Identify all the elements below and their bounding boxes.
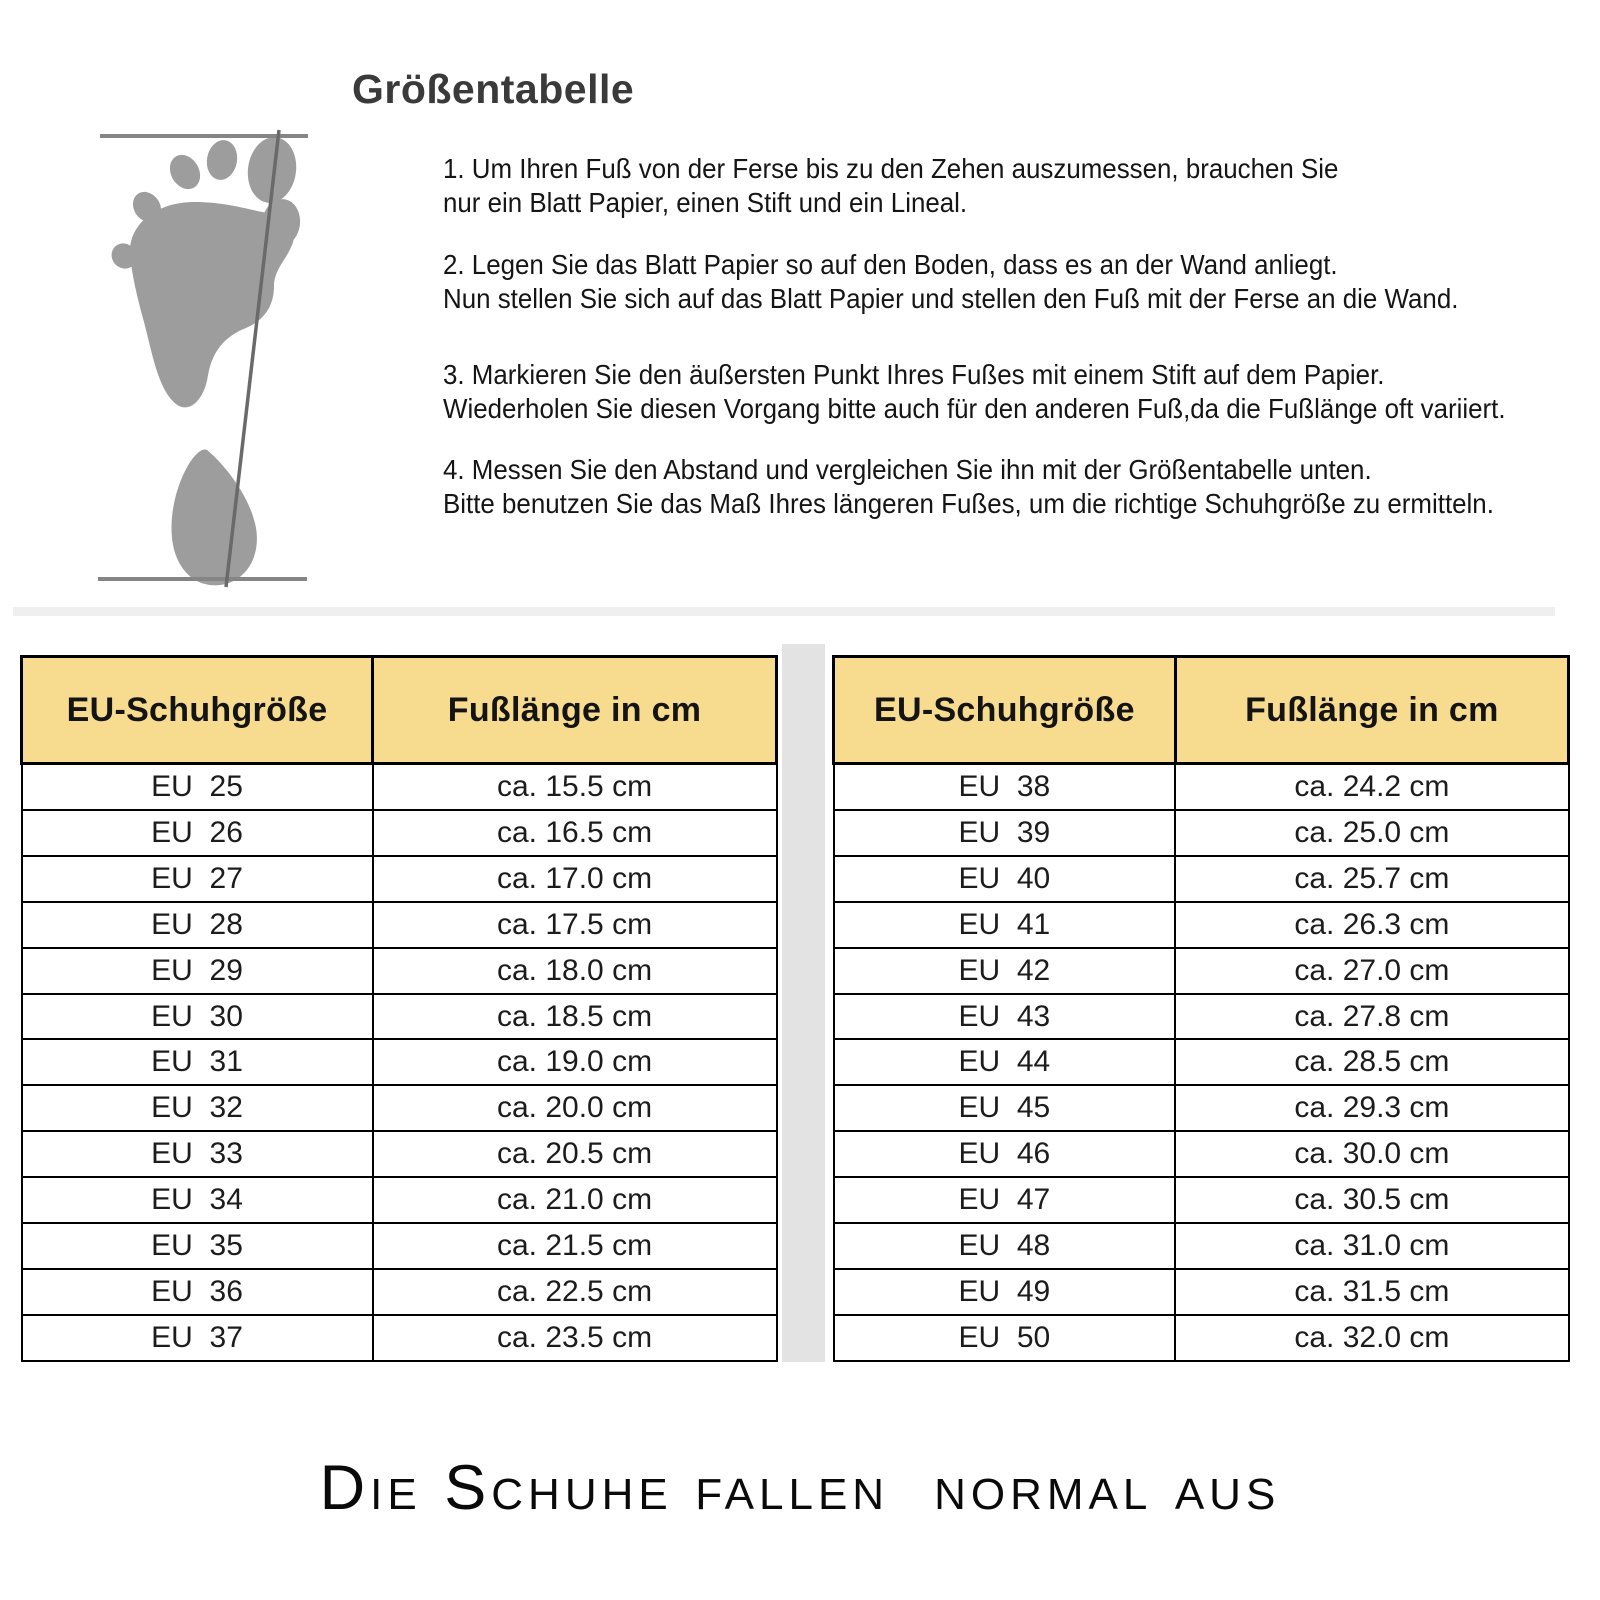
table-row — [834, 1223, 1569, 1269]
eu-size-cell: EU 48 — [834, 1223, 1176, 1269]
instruction-line: 2. Legen Sie das Blatt Papier so auf den Boden, dass es an der Wand anliegt. — [443, 249, 1338, 280]
table-row — [834, 810, 1569, 856]
foot-length-cell: ca. 26.3 cm — [1175, 902, 1568, 948]
instruction-step-4 — [443, 453, 1516, 521]
table-row — [22, 1131, 777, 1177]
foot-length-cell: ca. 29.3 cm — [1175, 1085, 1568, 1131]
foot-length-cell: ca. 24.2 cm — [1175, 764, 1568, 810]
foot-length-cell: ca. 23.5 cm — [373, 1315, 777, 1361]
foot-length-cell: ca. 20.5 cm — [373, 1131, 777, 1177]
eu-size-cell: EU 35 — [22, 1223, 373, 1269]
eu-size-cell: EU 36 — [22, 1269, 373, 1315]
table-row — [22, 902, 777, 948]
table-row — [834, 1315, 1569, 1361]
eu-size-cell: EU 34 — [22, 1177, 373, 1223]
eu-size-cell: EU 50 — [834, 1315, 1176, 1361]
foot-length-cell: ca. 21.5 cm — [373, 1223, 777, 1269]
foot-length-cell: ca. 31.0 cm — [1175, 1223, 1568, 1269]
column-header-eu-size: EU-Schuhgröße — [22, 657, 373, 764]
instruction-line: 1. Um Ihren Fuß von der Ferse bis zu den Zehen auszumessen, brauchen Sie — [443, 153, 1339, 184]
eu-size-cell: EU 26 — [22, 810, 373, 856]
table-row — [834, 764, 1569, 810]
foot-length-cell: ca. 21.0 cm — [373, 1177, 777, 1223]
foot-length-cell: ca. 30.0 cm — [1175, 1131, 1568, 1177]
foot-length-cell: ca. 17.0 cm — [373, 856, 777, 902]
eu-size-cell: EU 27 — [22, 856, 373, 902]
column-header-foot-length: Fußlänge in cm — [373, 657, 777, 764]
eu-size-cell: EU 28 — [22, 902, 373, 948]
instruction-line: Bitte benutzen Sie das Maß Ihres längeren Fußes, um die richtige Schuhgröße zu ermitteln. — [443, 488, 1494, 519]
table-row — [834, 994, 1569, 1040]
table-row — [22, 810, 777, 856]
table-row — [22, 1223, 777, 1269]
foot-length-cell: ca. 25.7 cm — [1175, 856, 1568, 902]
table-row — [22, 1315, 777, 1361]
eu-size-cell: EU 39 — [834, 810, 1176, 856]
table-row — [834, 1177, 1569, 1223]
foot-length-cell: ca. 31.5 cm — [1175, 1269, 1568, 1315]
eu-size-cell: EU 41 — [834, 902, 1176, 948]
table-row — [834, 902, 1569, 948]
eu-size-cell: EU 45 — [834, 1085, 1176, 1131]
instruction-step-1 — [443, 152, 1516, 220]
eu-size-cell: EU 43 — [834, 994, 1176, 1040]
table-row — [22, 994, 777, 1040]
instruction-line: 3. Markieren Sie den äußersten Punkt Ihres Fußes mit einem Stift auf dem Papier. — [443, 359, 1385, 390]
eu-size-cell: EU 44 — [834, 1039, 1176, 1085]
table-row — [22, 948, 777, 994]
table-row — [22, 1177, 777, 1223]
eu-size-cell: EU 38 — [834, 764, 1176, 810]
foot-length-cell: ca. 19.0 cm — [373, 1039, 777, 1085]
instruction-line: Wiederholen Sie diesen Vorgang bitte auch für den anderen Fuß,da die Fußlänge oft variiert. — [443, 393, 1506, 424]
eu-size-cell: EU 29 — [22, 948, 373, 994]
table-row — [22, 764, 777, 810]
eu-size-cell: EU 46 — [834, 1131, 1176, 1177]
table-row — [834, 1039, 1569, 1085]
table-row — [834, 1085, 1569, 1131]
size-table-left — [20, 655, 778, 1362]
eu-size-cell: EU 37 — [22, 1315, 373, 1361]
page-title: Größentabelle — [352, 66, 635, 112]
foot-length-cell: ca. 20.0 cm — [373, 1085, 777, 1131]
eu-size-cell: EU 47 — [834, 1177, 1176, 1223]
footprint-shape — [106, 134, 303, 585]
foot-length-cell: ca. 15.5 cm — [373, 764, 777, 810]
instruction-line: nur ein Blatt Papier, einen Stift und ein Lineal. — [443, 187, 968, 218]
foot-length-cell: ca. 32.0 cm — [1175, 1315, 1568, 1361]
eu-size-cell: EU 32 — [22, 1085, 373, 1131]
table-row — [834, 1269, 1569, 1315]
foot-length-cell: ca. 28.5 cm — [1175, 1039, 1568, 1085]
foot-length-cell: ca. 18.0 cm — [373, 948, 777, 994]
column-header-foot-length: Fußlänge in cm — [1175, 657, 1568, 764]
foot-length-cell: ca. 16.5 cm — [373, 810, 777, 856]
table-header-row — [22, 657, 777, 764]
table-row — [834, 856, 1569, 902]
eu-size-cell: EU 49 — [834, 1269, 1176, 1315]
table-row — [22, 1269, 777, 1315]
instruction-step-3 — [443, 358, 1516, 426]
table-gap-band — [782, 644, 825, 1362]
instruction-line: 4. Messen Sie den Abstand und vergleichen Sie ihn mit der Größentabelle unten. — [443, 454, 1372, 485]
column-header-eu-size: EU-Schuhgröße — [834, 657, 1176, 764]
table-header-row — [834, 657, 1569, 764]
size-table-right — [832, 655, 1570, 1362]
foot-length-cell: ca. 30.5 cm — [1175, 1177, 1568, 1223]
fit-note: Die Schuhe fallen normal aus — [319, 1453, 1281, 1523]
table-row — [22, 1085, 777, 1131]
footprint-icon — [60, 90, 380, 610]
foot-length-cell: ca. 18.5 cm — [373, 994, 777, 1040]
instruction-step-2 — [443, 248, 1516, 316]
instruction-line: Nun stellen Sie sich auf das Blatt Papier und stellen den Fuß mit der Ferse an die Wand. — [443, 283, 1459, 314]
foot-length-cell: ca. 25.0 cm — [1175, 810, 1568, 856]
foot-length-cell: ca. 17.5 cm — [373, 902, 777, 948]
table-row — [22, 1039, 777, 1085]
table-row — [22, 856, 777, 902]
foot-length-cell: ca. 27.0 cm — [1175, 948, 1568, 994]
table-row — [834, 1131, 1569, 1177]
eu-size-cell: EU 31 — [22, 1039, 373, 1085]
eu-size-cell: EU 30 — [22, 994, 373, 1040]
foot-length-cell: ca. 27.8 cm — [1175, 994, 1568, 1040]
eu-size-cell: EU 42 — [834, 948, 1176, 994]
eu-size-cell: EU 33 — [22, 1131, 373, 1177]
eu-size-cell: EU 40 — [834, 856, 1176, 902]
foot-length-cell: ca. 22.5 cm — [373, 1269, 777, 1315]
eu-size-cell: EU 25 — [22, 764, 373, 810]
table-row — [834, 948, 1569, 994]
